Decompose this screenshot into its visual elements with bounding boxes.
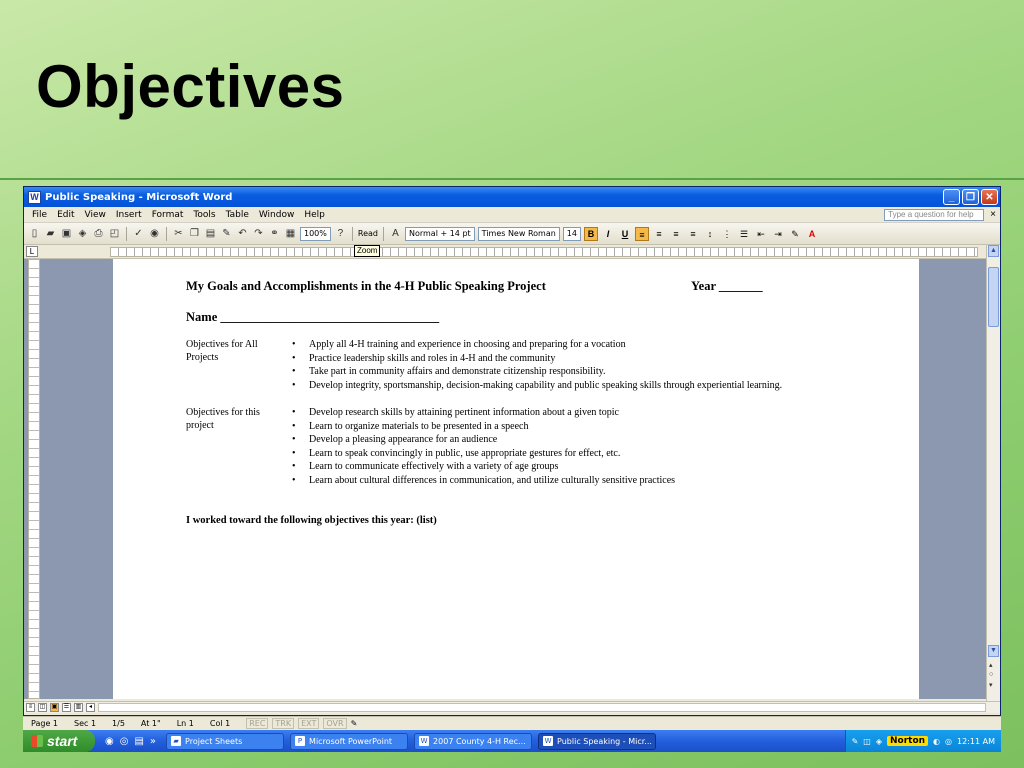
status-page: Page 1: [31, 719, 58, 728]
horizontal-ruler[interactable]: [24, 245, 1000, 259]
tray-icon[interactable]: ✎: [851, 736, 859, 746]
previous-page-icon[interactable]: ▴: [989, 662, 993, 669]
start-button[interactable]: [23, 730, 95, 752]
permission-icon[interactable]: ◈: [78, 228, 87, 239]
task-county-rec[interactable]: [414, 733, 532, 750]
toolbar-separator: [166, 227, 167, 241]
undo-icon[interactable]: ↶: [238, 228, 247, 239]
list-item: • Apply all 4-H training and experience in choosing and preparing for a vocation: [290, 338, 790, 352]
menu-tools[interactable]: Tools: [193, 209, 216, 220]
status-at: At 1": [140, 719, 161, 728]
formatting-toolbar: [24, 223, 1000, 245]
year-field: Year _______: [691, 279, 763, 293]
next-page-icon[interactable]: ▾: [989, 682, 993, 689]
word-doc-icon: W: [544, 737, 552, 745]
menu-view[interactable]: View: [84, 209, 106, 220]
norton-badge[interactable]: Norton: [887, 736, 928, 746]
slide-title: Objectives: [36, 53, 345, 120]
list-item: • Develop research skills by attaining pertinent information about a given topic: [290, 406, 790, 420]
menu-table[interactable]: Table: [225, 209, 249, 220]
bullet-list-all-projects: [290, 338, 790, 392]
volume-icon[interactable]: ◐: [933, 736, 941, 746]
styles-icon[interactable]: A: [392, 228, 399, 239]
list-item: • Practice leadership skills and roles in 4-H and the community: [290, 352, 790, 366]
tables-icon[interactable]: ▦: [285, 228, 296, 239]
status-section: Sec 1: [74, 719, 97, 728]
task-label: Microsoft PowerPoint: [309, 736, 393, 746]
tray-icon[interactable]: ◈: [875, 736, 882, 746]
print-icon[interactable]: ⎙: [94, 228, 103, 239]
clock: 12:11 AM: [957, 736, 995, 746]
menu-bar: [24, 207, 1000, 223]
status-line: Ln 1: [176, 719, 194, 728]
toolbar-separator: [126, 227, 127, 241]
status-ext[interactable]: EXT: [298, 718, 319, 729]
help-icon[interactable]: ?: [337, 228, 344, 239]
research-icon[interactable]: ◉: [150, 228, 159, 239]
toolbar-separator: [352, 227, 353, 241]
read-button[interactable]: Read: [357, 229, 378, 238]
list-item: • Learn to communicate effectively with a variety of age groups: [290, 460, 790, 474]
hyperlink-icon[interactable]: ⚭: [270, 228, 279, 239]
paste-icon[interactable]: ▤: [205, 228, 216, 239]
scroll-thumb[interactable]: [988, 267, 999, 327]
highlight-icon[interactable]: ✎: [791, 228, 799, 239]
list-item: • Take part in community affairs and demonstrate citizenship responsibility.: [290, 365, 790, 379]
scroll-down-icon[interactable]: ▼: [988, 645, 999, 657]
status-bar: [23, 716, 1001, 730]
task-project-sheets[interactable]: [166, 733, 284, 750]
minimize-button[interactable]: _: [943, 189, 960, 205]
status-ovr[interactable]: OVR: [323, 718, 346, 729]
style-select[interactable]: Normal + 14 pt: [405, 227, 475, 241]
align-right-icon[interactable]: ≡: [673, 228, 679, 239]
task-label: Public Speaking - Micr...: [557, 736, 652, 746]
menu-file[interactable]: File: [32, 209, 48, 220]
task-public-speaking[interactable]: [538, 733, 656, 750]
slide-divider: [0, 178, 1024, 180]
status-column: Col 1: [209, 719, 231, 728]
word-doc-icon: W: [420, 737, 428, 745]
list-item: • Develop a pleasing appearance for an audience: [290, 433, 790, 447]
format-painter-icon[interactable]: ✎: [222, 228, 231, 239]
status-rec[interactable]: REC: [246, 718, 268, 729]
decrease-indent-icon[interactable]: ⇤: [757, 228, 765, 239]
browse-object-icon[interactable]: ○: [989, 671, 994, 678]
folder-icon: ▰: [171, 736, 181, 746]
list-item: • Develop integrity, sportsmanship, decision-making capability and public speaking skills through experiential learning.: [290, 379, 790, 393]
scroll-up-icon[interactable]: ▲: [988, 245, 999, 257]
font-color-icon[interactable]: A: [808, 228, 816, 239]
windows-logo-icon: [31, 735, 43, 747]
align-left-icon[interactable]: ≡: [635, 227, 649, 241]
bullet-list-this-project: [290, 406, 790, 488]
system-tray: [845, 730, 1001, 752]
more-icon[interactable]: »: [149, 735, 157, 747]
increase-indent-icon[interactable]: ⇥: [774, 228, 782, 239]
media-player-icon[interactable]: ◉: [105, 735, 114, 747]
window-titlebar[interactable]: [24, 187, 1000, 207]
word-window: [23, 186, 1001, 716]
list-item: • Learn about cultural differences in communication, and utilize culturally sensitive practices: [290, 474, 790, 488]
document-heading: My Goals and Accomplishments in the 4-H Public Speaking Project: [186, 279, 546, 293]
close-button[interactable]: ✕: [981, 189, 998, 205]
bold-button[interactable]: B: [584, 227, 598, 241]
menu-window[interactable]: Window: [258, 209, 295, 220]
italic-button[interactable]: I: [606, 228, 610, 239]
bullets-icon[interactable]: ☰: [739, 228, 749, 239]
document-page[interactable]: [113, 259, 919, 699]
print-preview-icon[interactable]: ◰: [109, 228, 120, 239]
normal-view-icon[interactable]: ≡: [26, 703, 35, 712]
list-item: • Learn to speak convincingly in public, use appropriate gestures for effect, etc.: [290, 447, 790, 461]
numbering-icon[interactable]: ⋮: [722, 228, 732, 239]
taskbar: [23, 730, 1001, 752]
window-title: Public Speaking - Microsoft Word: [45, 191, 233, 203]
toolbar-separator: [383, 227, 384, 241]
name-field: Name ___________________________________: [186, 310, 440, 324]
list-item: • Learn to organize materials to be presented in a speech: [290, 420, 790, 434]
quick-launch: [105, 736, 156, 747]
font-select[interactable]: Times New Roman: [478, 227, 560, 241]
line-spacing-icon[interactable]: ↕: [707, 228, 713, 239]
open-folder-icon[interactable]: ▰: [46, 228, 55, 239]
new-document-icon[interactable]: ▯: [31, 228, 38, 239]
zoom-select[interactable]: 100%: [300, 227, 331, 241]
ruler-scale[interactable]: [110, 247, 978, 257]
document-area: [24, 259, 986, 699]
horizontal-scroll-track[interactable]: [98, 703, 986, 712]
scroll-left-icon[interactable]: ◂: [86, 703, 95, 712]
task-powerpoint[interactable]: [290, 733, 408, 750]
task-label: Project Sheets: [185, 736, 243, 746]
align-center-icon[interactable]: ≡: [656, 228, 662, 239]
section-label-this-project: Objectives for this project: [186, 407, 260, 431]
print-layout-icon[interactable]: ▣: [51, 704, 58, 710]
reading-layout-icon[interactable]: ▥: [75, 704, 82, 710]
tab-selector-icon[interactable]: L: [26, 246, 38, 257]
redo-icon[interactable]: ↷: [254, 228, 263, 239]
horizontal-scrollbar[interactable]: [24, 701, 1000, 713]
spelling-status-icon[interactable]: ✎: [350, 719, 358, 728]
menu-help[interactable]: Help: [304, 209, 325, 220]
section-label-all-projects: Objectives for All Projects: [186, 339, 258, 363]
show-desktop-icon[interactable]: ▤: [134, 735, 144, 747]
menu-insert[interactable]: Insert: [115, 209, 142, 220]
powerpoint-icon: P: [295, 736, 305, 746]
vertical-scrollbar[interactable]: [986, 245, 1000, 701]
close-document-icon[interactable]: ×: [990, 209, 996, 220]
spelling-icon[interactable]: ✓: [134, 228, 143, 239]
help-search-input[interactable]: Type a question for help: [884, 209, 984, 221]
restore-button[interactable]: ❐: [962, 189, 979, 205]
font-size-select[interactable]: 14: [563, 227, 581, 241]
underline-button[interactable]: U: [621, 228, 629, 239]
task-label: 2007 County 4-H Rec...: [433, 736, 526, 746]
zoom-tooltip: Zoom: [354, 245, 380, 257]
worked-toward-heading: I worked toward the following objectives this year: (list): [186, 515, 437, 526]
cut-icon[interactable]: ✂: [174, 228, 183, 239]
outline-view-icon[interactable]: ☰: [63, 704, 70, 710]
menu-edit[interactable]: Edit: [57, 209, 75, 220]
tray-icon[interactable]: ◫: [863, 736, 871, 746]
vertical-ruler[interactable]: [28, 259, 40, 699]
status-trk[interactable]: TRK: [272, 718, 294, 729]
network-icon[interactable]: ◎: [945, 736, 953, 746]
status-page-count: 1/5: [112, 719, 125, 728]
save-icon[interactable]: ▣: [61, 228, 72, 239]
menu-format[interactable]: Format: [151, 209, 184, 220]
web-layout-icon[interactable]: ◫: [39, 704, 46, 710]
copy-icon[interactable]: ❐: [190, 228, 199, 239]
start-label: start: [47, 733, 78, 749]
browser-icon[interactable]: ◎: [119, 735, 129, 747]
justify-icon[interactable]: ≡: [690, 228, 696, 239]
word-app-icon: W: [28, 191, 41, 204]
